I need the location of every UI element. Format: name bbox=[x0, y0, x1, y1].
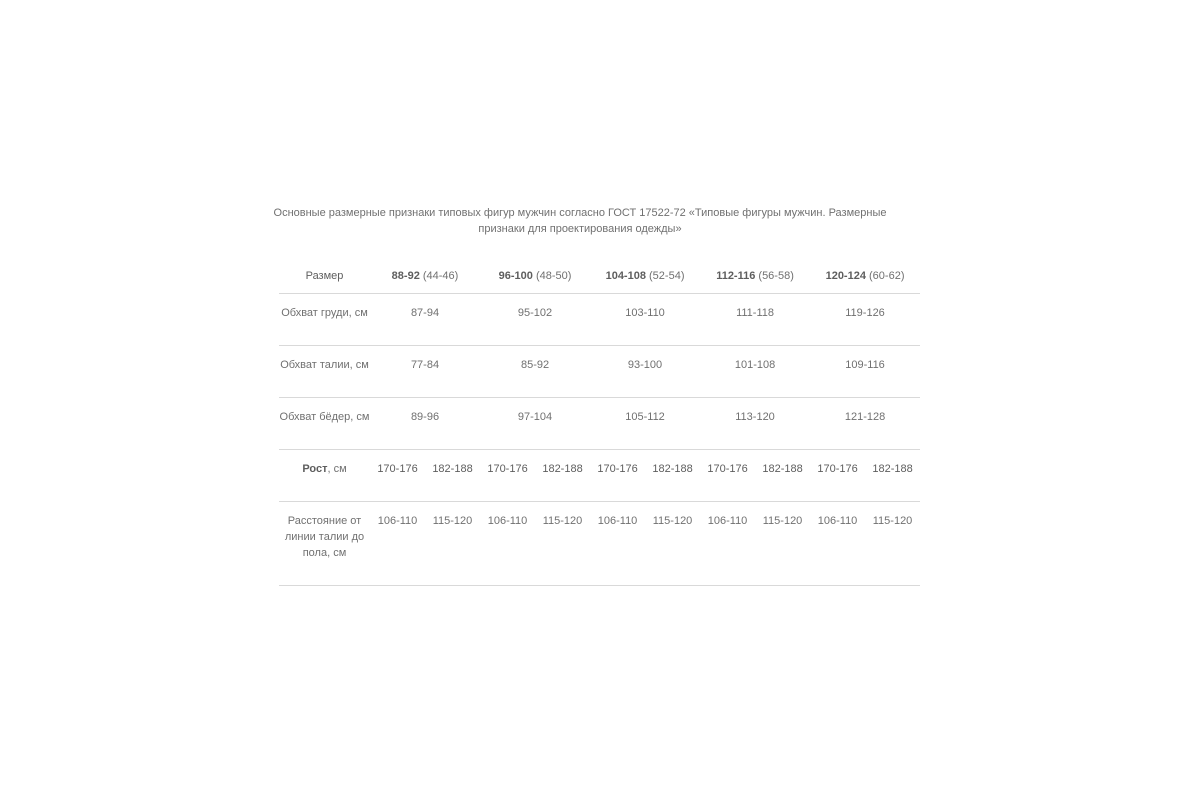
header-size-label: Размер bbox=[305, 269, 344, 282]
header-size: 88-92 (44-46) bbox=[391, 269, 459, 282]
chest-row bbox=[279, 294, 920, 346]
table-cell: 113-120 bbox=[735, 411, 775, 423]
distance-row bbox=[279, 502, 920, 586]
header-row bbox=[279, 258, 920, 294]
row-label: Обхват талии, см bbox=[280, 359, 369, 371]
hips-row bbox=[279, 398, 920, 450]
table-cell: 93-100 bbox=[627, 359, 663, 371]
row-label: Обхват бёдер, см bbox=[279, 411, 370, 423]
table-cell: 109-116 bbox=[845, 359, 885, 371]
table-cell: 85-92 bbox=[520, 359, 550, 371]
table-cell: 115-120 bbox=[652, 515, 693, 527]
table-cell: 106-110 bbox=[707, 515, 748, 527]
table-cell: 89-96 bbox=[410, 411, 440, 423]
table-cell: 170-176 bbox=[377, 463, 418, 475]
table-cell: 115-120 bbox=[432, 515, 473, 527]
table-cell: 103-110 bbox=[625, 307, 665, 319]
row-label: Расстояние от линии талии до пола, см bbox=[284, 515, 365, 559]
table-cell: 170-176 bbox=[597, 463, 638, 475]
table-cell: 119-126 bbox=[845, 307, 885, 319]
row-label: Обхват груди, см bbox=[281, 307, 368, 319]
table-cell: 105-112 bbox=[625, 411, 665, 423]
height-row bbox=[279, 450, 920, 502]
table-cell: 182-188 bbox=[762, 463, 803, 475]
table-cell: 106-110 bbox=[597, 515, 638, 527]
table-cell: 111-118 bbox=[736, 307, 774, 319]
table-cell: 77-84 bbox=[410, 359, 440, 371]
size-table bbox=[279, 258, 920, 586]
header-size: 96-100 (48-50) bbox=[498, 269, 572, 282]
row-label: Рост, см bbox=[302, 463, 347, 475]
table-caption: Основные размерные признаки типовых фигур мужчин согласно ГОСТ 17522-72 «Типовые фигуры мужчин. Размерные признаки для проектирования одежды» bbox=[273, 207, 887, 235]
table-cell: 87-94 bbox=[410, 307, 440, 319]
table-cell: 106-110 bbox=[817, 515, 858, 527]
table-cell: 121-128 bbox=[844, 411, 886, 423]
table-cell: 170-176 bbox=[487, 463, 528, 475]
header-size: 112-116 (56-58) bbox=[716, 269, 794, 282]
table-cell: 182-188 bbox=[652, 463, 693, 475]
table-cell: 170-176 bbox=[707, 463, 748, 475]
waist-row bbox=[279, 346, 920, 398]
table-cell: 101-108 bbox=[734, 359, 776, 371]
table-cell: 115-120 bbox=[762, 515, 803, 527]
table-cell: 115-120 bbox=[872, 515, 913, 527]
header-size: 120-124 (60-62) bbox=[825, 269, 905, 282]
table-cell: 106-110 bbox=[377, 515, 418, 527]
table-cell: 182-188 bbox=[432, 463, 473, 475]
table-cell: 170-176 bbox=[817, 463, 858, 475]
table-cell: 115-120 bbox=[542, 515, 583, 527]
header-size: 104-108 (52-54) bbox=[605, 269, 685, 282]
table-cell: 97-104 bbox=[517, 411, 553, 423]
table-cell: 182-188 bbox=[872, 463, 913, 475]
table-cell: 95-102 bbox=[517, 307, 553, 319]
table-cell: 106-110 bbox=[487, 515, 528, 527]
table-cell: 182-188 bbox=[542, 463, 583, 475]
